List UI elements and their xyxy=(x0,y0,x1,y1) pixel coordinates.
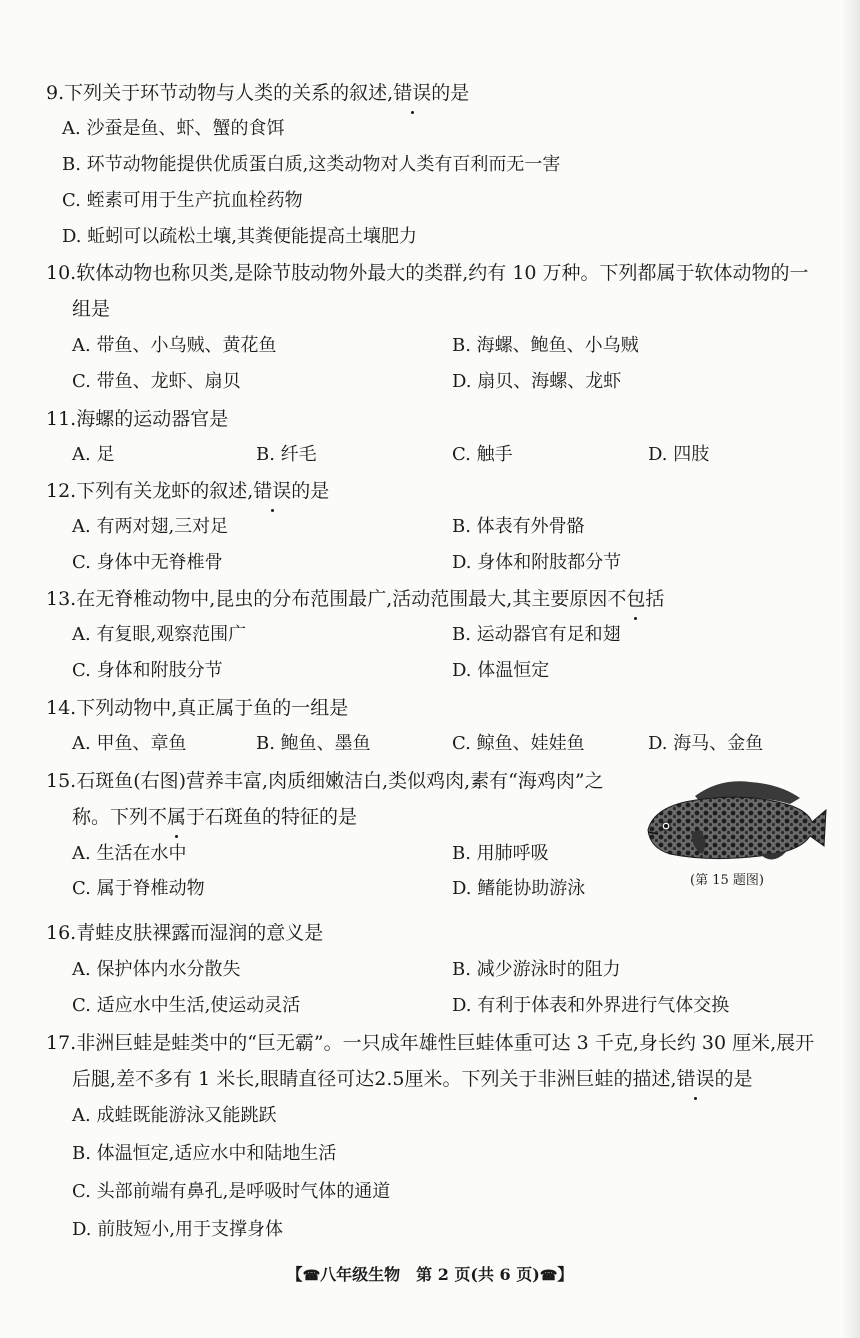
option-11a: A. 足 xyxy=(72,444,115,465)
option-16a: A. 保护体内水分散失 xyxy=(72,959,241,980)
option-12d: D. 身体和附肢都分节 xyxy=(452,552,622,573)
question-17-line2: 后腿,差不多有 1 米长,眼睛直径可达2.5厘米。下列关于非洲巨蛙的描述,错误的是 xyxy=(72,1068,753,1090)
emphasis-text: 错误 xyxy=(393,82,432,104)
option-15d: D. 鳍能协助游泳 xyxy=(452,878,586,899)
option-14d: D. 海马、金鱼 xyxy=(648,733,764,754)
phone-icon: ☎ xyxy=(302,1268,321,1284)
option-9c: C. 蛭素可用于生产抗血栓药物 xyxy=(62,190,303,211)
scan-edge-shadow xyxy=(842,0,860,1338)
question-14: 14.下列动物中,真正属于鱼的一组是 xyxy=(46,697,349,719)
option-10d: D. 扇贝、海螺、龙虾 xyxy=(452,371,622,392)
figure-caption: (第 15 题图) xyxy=(690,873,764,888)
option-9d: D. 蚯蚓可以疏松土壤,其粪便能提高土壤肥力 xyxy=(62,226,417,247)
option-9b: B. 环节动物能提供优质蛋白质,这类动物对人类有百利而无一害 xyxy=(62,154,561,175)
question-11: 11.海螺的运动器官是 xyxy=(46,408,229,430)
option-17a: A. 成蛙既能游泳又能跳跃 xyxy=(72,1105,277,1126)
option-16b: B. 减少游泳时的阻力 xyxy=(452,959,621,980)
option-15a: A. 生活在水中 xyxy=(72,843,187,864)
option-13c: C. 身体和附肢分节 xyxy=(72,660,223,681)
option-17c: C. 头部前端有鼻孔,是呼吸时气体的通道 xyxy=(72,1181,391,1202)
grouper-fish-figure xyxy=(640,770,830,880)
option-11b: B. 纤毛 xyxy=(256,444,317,465)
option-13d: D. 体温恒定 xyxy=(452,660,550,681)
page-footer: 【☎八年级生物 第 2 页(共 6 页)☎】 xyxy=(286,1265,574,1284)
option-12b: B. 体表有外骨骼 xyxy=(452,516,585,537)
option-11d: D. 四肢 xyxy=(648,444,710,465)
emphasis-text: 不属于 xyxy=(148,806,206,828)
question-10: 10.软体动物也称贝类,是除节肢动物外最大的类群,约有 10 万种。下列都属于软体动物的一 xyxy=(46,262,809,284)
option-10a: A. 带鱼、小乌贼、黄花鱼 xyxy=(72,335,277,356)
question-15-line2: 称。下列不属于石斑鱼的特征的是 xyxy=(72,806,358,828)
emphasis-text: 不包括 xyxy=(607,588,665,610)
question-16: 16.青蛙皮肤裸露而湿润的意义是 xyxy=(46,922,324,944)
option-17d: D. 前肢短小,用于支撑身体 xyxy=(72,1219,283,1240)
question-12: 12.下列有关龙虾的叙述,错误的是 xyxy=(46,480,330,502)
option-14c: C. 鲸鱼、娃娃鱼 xyxy=(452,733,585,754)
option-10c: C. 带鱼、龙虾、扇贝 xyxy=(72,371,241,392)
phone-icon: ☎ xyxy=(539,1268,558,1284)
question-9: 9.下列关于环节动物与人类的关系的叙述,错误的是 xyxy=(46,82,470,104)
emphasis-text: 错误 xyxy=(253,480,292,502)
option-16d: D. 有利于体表和外界进行气体交换 xyxy=(452,995,730,1016)
option-10b: B. 海螺、鲍鱼、小乌贼 xyxy=(452,335,639,356)
option-15b: B. 用肺呼吸 xyxy=(452,843,549,864)
option-12c: C. 身体中无脊椎骨 xyxy=(72,552,223,573)
option-11c: C. 触手 xyxy=(452,444,513,465)
option-14b: B. 鲍鱼、墨鱼 xyxy=(256,733,371,754)
emphasis-text: 错误 xyxy=(676,1068,715,1090)
question-17: 17.非洲巨蛙是蛙类中的“巨无霸”。一只成年雄性巨蛙体重可达 3 千克,身长约 30 厘米,展开 xyxy=(46,1032,815,1054)
option-13a: A. 有复眼,观察范围广 xyxy=(72,624,247,645)
option-14a: A. 甲鱼、章鱼 xyxy=(72,733,187,754)
option-16c: C. 适应水中生活,使运动灵活 xyxy=(72,995,301,1016)
option-12a: A. 有两对翅,三对足 xyxy=(72,516,229,537)
option-15c: C. 属于脊椎动物 xyxy=(72,878,205,899)
question-10-line2: 组是 xyxy=(72,298,111,320)
option-13b: B. 运动器官有足和翅 xyxy=(452,624,621,645)
question-15: 15.石斑鱼(右图)营养丰富,肉质细嫩洁白,类似鸡肉,素有“海鸡肉”之 xyxy=(46,770,604,792)
option-9a: A. 沙蚕是鱼、虾、蟹的食饵 xyxy=(62,118,285,139)
option-17b: B. 体温恒定,适应水中和陆地生活 xyxy=(72,1143,337,1164)
question-13: 13.在无脊椎动物中,昆虫的分布范围最广,活动范围最大,其主要原因不包括 xyxy=(46,588,665,610)
